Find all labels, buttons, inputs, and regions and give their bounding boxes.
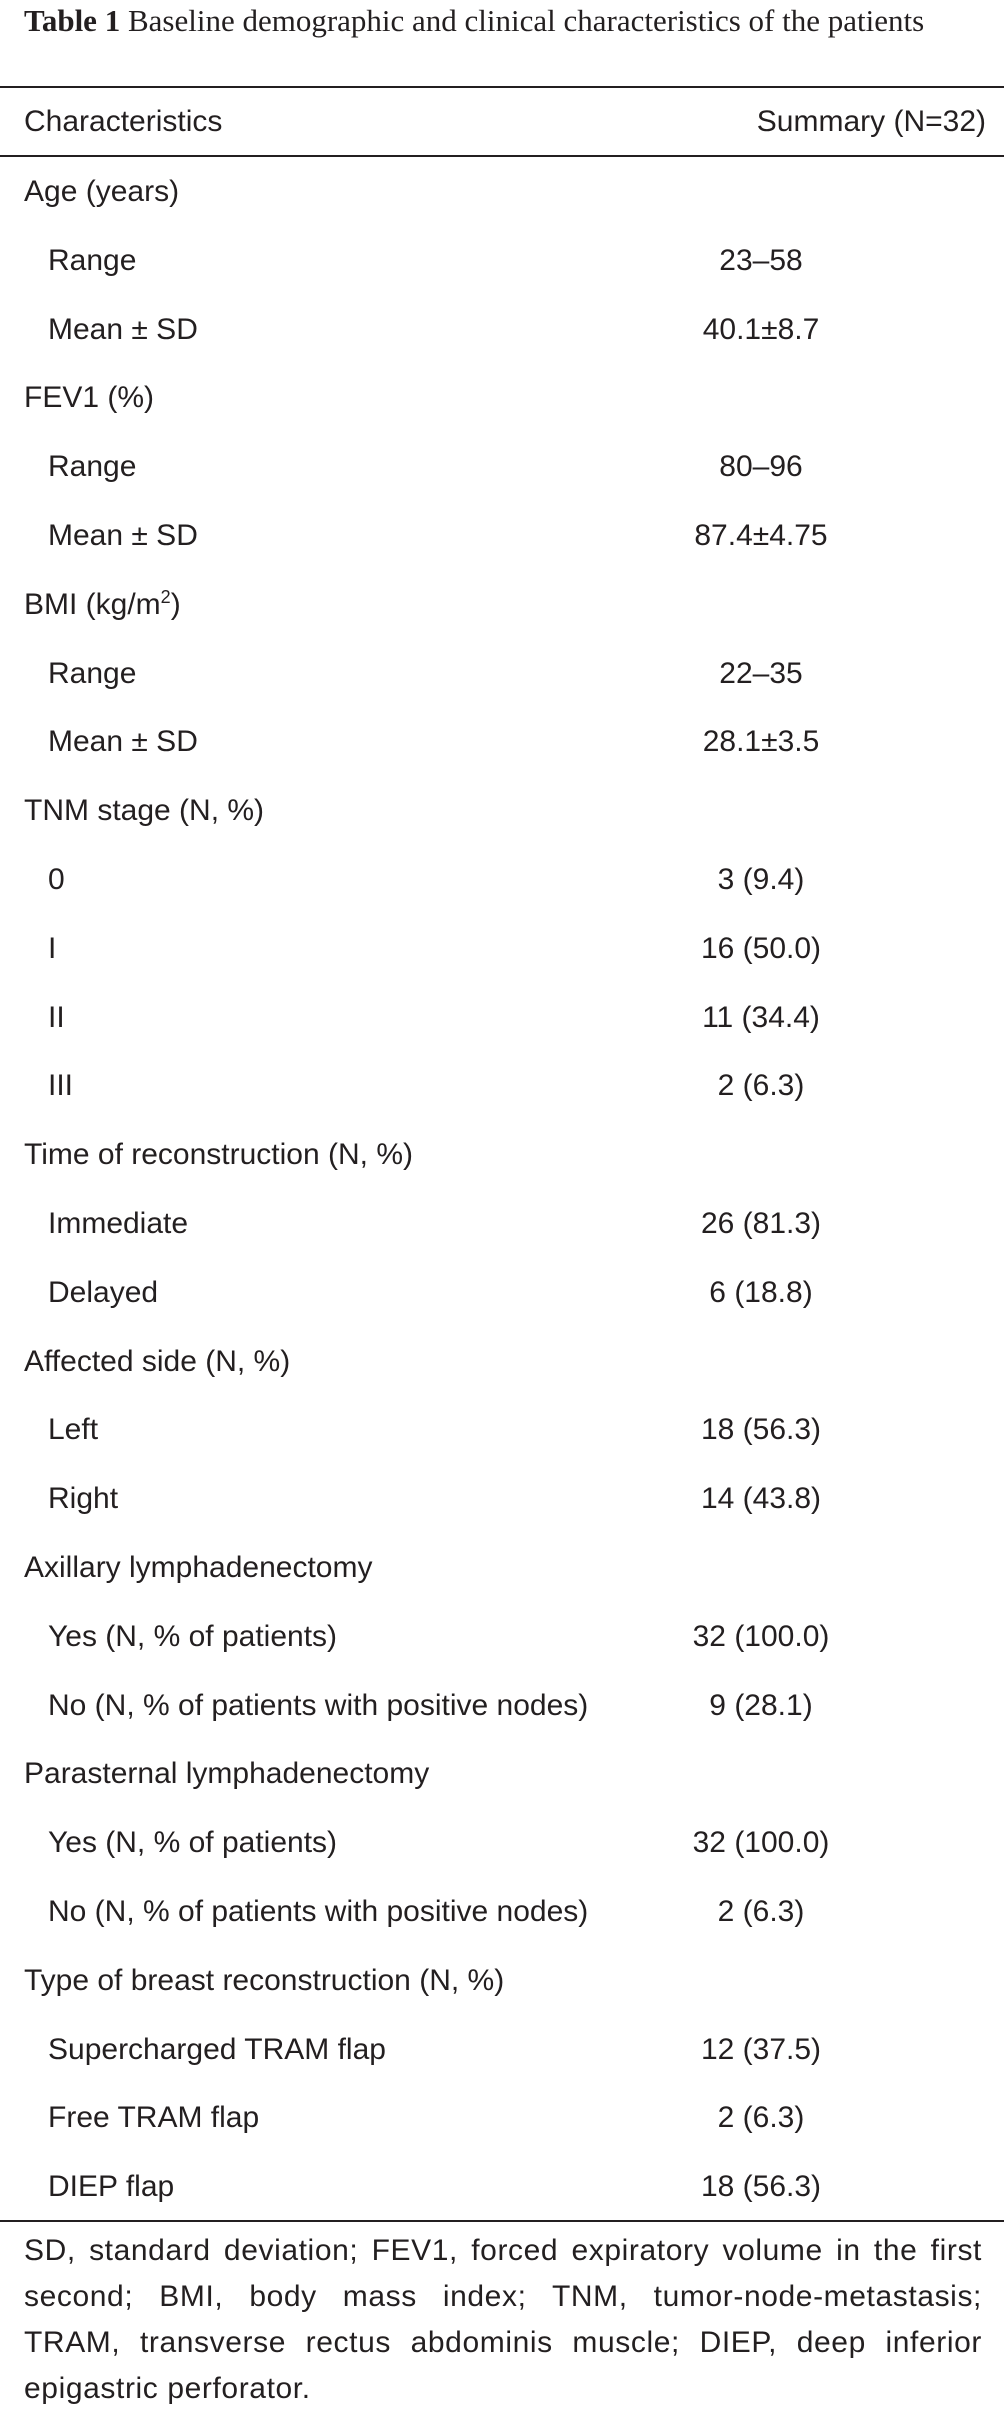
table-footnote: SD, standard deviation; FEV1, forced expiratory volume in the first second; BMI, body mass index; TNM, tumor-node-metastasis; TRAM, transverse rectus abdominis muscle; DIEP, deep inferior epigastric perforator. [24,2234,982,2405]
label-text: DIEP flap [48,2170,175,2204]
row-value: 18 (56.3) [700,2170,822,2204]
row-label [48,445,136,489]
label-text: Time of reconstruction (N, %) [24,1138,413,1172]
table-caption [24,0,984,42]
row-label [48,1477,118,1521]
table-group-row [0,1752,1004,1796]
row-label [48,858,65,902]
row-label [48,1821,337,1865]
table-group-row [0,1133,1004,1177]
table-group-row [0,1959,1004,2003]
row-label [48,927,56,971]
table-row [0,1202,1004,1246]
table-row [0,514,1004,558]
row-label [48,1615,337,1659]
label-text: Age (years) [24,175,180,208]
row-value: 32 (100.0) [692,1619,830,1653]
table-row [0,720,1004,764]
group-label [24,376,154,420]
table-group-row [0,583,1004,627]
row-value: 26 (81.3) [700,1207,822,1240]
table-row [0,1408,1004,1452]
row-value: 87.4±4.75 [694,519,828,552]
table-row [0,1890,1004,1934]
table-row [0,308,1004,352]
row-value: 32 (100.0) [692,1826,830,1860]
table-row [0,239,1004,283]
label-text: Parasternal lymphadenectomy [24,1757,430,1791]
label-text: II [48,1000,65,1034]
table-row [0,2165,1004,2209]
row-label [48,2165,174,2209]
label-superscript: 2 [160,586,171,607]
row-value: 80–96 [719,450,803,484]
table-row [0,858,1004,902]
table-row [0,1615,1004,1659]
row-label [48,720,198,764]
table-row [0,652,1004,696]
row-label [48,308,198,352]
row-label [48,2028,386,2072]
row-label [48,996,65,1040]
table-title: Baseline demographic and clinical characteristics of the patients [127,3,925,38]
row-label [48,1271,158,1315]
label-text: Mean ± SD [48,312,198,346]
row-label [48,239,136,283]
group-label [24,583,181,627]
group-label [24,1133,413,1177]
table-row [0,2028,1004,2072]
row-label [48,1064,73,1108]
row-value: 18 (56.3) [700,1413,822,1447]
header-characteristics: Characteristics [24,105,223,138]
group-label [24,1959,504,2003]
row-value: 11 (34.4) [702,1000,820,1034]
label-text: Range [48,656,137,690]
label-text: Mean ± SD [48,725,198,759]
table-row [0,1064,1004,1108]
table-number: Table 1 [24,3,121,38]
row-value: 3 (9.4) [717,863,805,896]
label-text: III [48,1069,74,1103]
label-text: Range [48,243,137,277]
label-text: 0 [48,863,65,896]
label-text: Delayed [48,1275,159,1309]
row-value: 23–58 [719,243,803,277]
table-group-row [0,1340,1004,1384]
row-label [48,1890,588,1934]
label-text: No (N, % of patients with positive nodes) [48,1688,589,1722]
table-row [0,996,1004,1040]
row-value: 28.1±3.5 [702,725,820,759]
table-row [0,1271,1004,1315]
row-value: 14 (43.8) [700,1482,822,1516]
label-text: TNM stage (N, %) [24,794,265,828]
label-text: Immediate [48,1207,189,1240]
group-label [24,1752,429,1796]
row-value: 2 (6.3) [717,1069,805,1103]
row-label [48,2096,259,2140]
label-text: Mean ± SD [48,519,198,552]
table-row [0,1477,1004,1521]
row-value: 9 (28.1) [709,1688,813,1722]
label-text: FEV1 (%) [24,381,155,415]
header-rule [0,155,1004,157]
label-text: I [48,931,57,965]
row-value: 40.1±8.7 [702,312,820,346]
label-suffix: ) [170,587,181,621]
table-group-row [0,376,1004,420]
label-text: Right [48,1482,119,1516]
group-label [24,170,179,214]
bottom-rule [0,2220,1004,2222]
table-header [0,100,1004,144]
group-label [24,1340,290,1384]
label-text: Yes (N, % of patients) [48,1826,338,1860]
row-value: 22–35 [719,656,803,690]
row-label [48,1684,588,1728]
label-text: Left [48,1413,99,1447]
row-value: 2 (6.3) [717,1895,805,1928]
table-row [0,2096,1004,2140]
table-row [0,927,1004,971]
row-label [48,514,198,558]
label-text: Yes (N, % of patients) [48,1619,338,1653]
label-text: Range [48,450,137,484]
header-summary: Summary (N=32) [756,105,986,138]
row-label [48,1408,98,1452]
row-value: 16 (50.0) [700,931,822,965]
table-row [0,445,1004,489]
row-value: 6 (18.8) [709,1275,813,1309]
row-value: 12 (37.5) [700,2032,822,2066]
group-label [24,1546,372,1590]
table-group-row [0,170,1004,214]
label-text: Free TRAM flap [48,2101,260,2135]
label-text: No (N, % of patients with positive nodes) [48,1895,589,1928]
label-text: Affected side (N, %) [24,1344,291,1378]
table-group-row [0,789,1004,833]
row-label [48,652,136,696]
row-label [48,1202,188,1246]
label-text: BMI (kg/m [24,587,161,621]
label-text: Supercharged TRAM flap [48,2032,386,2066]
label-text: Axillary lymphadenectomy [24,1551,373,1584]
table-group-row [0,1546,1004,1590]
label-text: Type of breast reconstruction (N, %) [24,1963,505,1997]
table-row [0,1684,1004,1728]
row-value: 2 (6.3) [717,2101,805,2135]
top-rule [0,86,1004,88]
table-row [0,1821,1004,1865]
group-label [24,789,264,833]
